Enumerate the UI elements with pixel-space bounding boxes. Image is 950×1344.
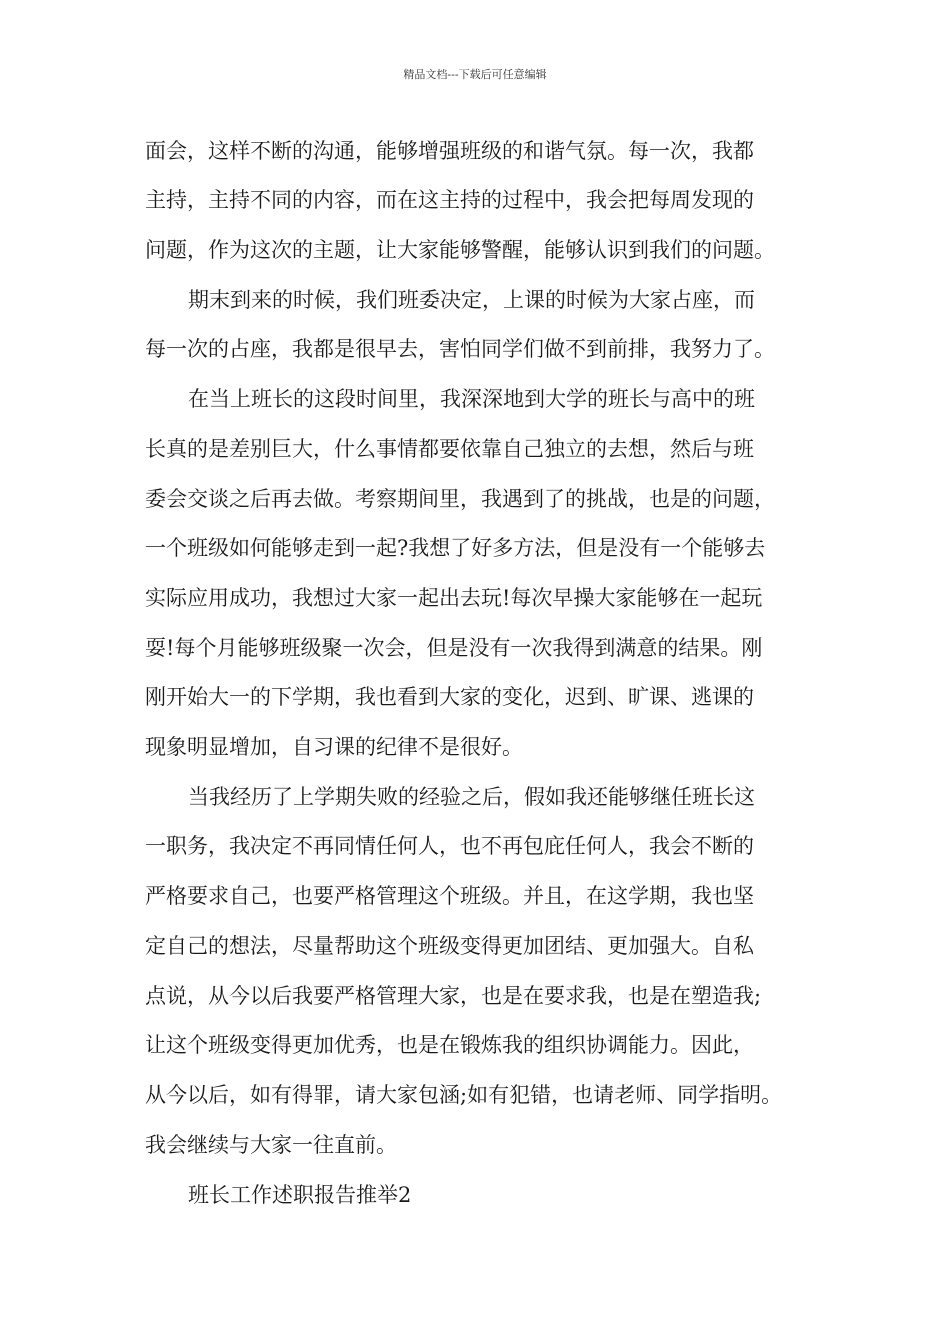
text-line: 主持，主持不同的内容，而在这主持的过程中，我会把每周发现的 xyxy=(145,188,754,212)
text-line: 一职务，我决定不再同情任何人，也不再包庇任何人，我会不断的 xyxy=(145,834,754,858)
paragraph-first-line: 在当上班长的这段时间里，我深深地到大学的班长与高中的班 xyxy=(188,387,755,411)
text-line: 定自己的想法，尽量帮助这个班级变得更加团结、更加强大。自私 xyxy=(145,934,754,958)
text-line: 一个班级如何能够走到一起?我想了好多方法，但是没有一个能够去 xyxy=(145,536,766,560)
text-line: 从今以后，如有得罪，请大家包涵;如有犯错，也请老师、同学指明。 xyxy=(145,1083,783,1107)
text-line: 刚开始大一的下学期，我也看到大家的变化，迟到、旷课、逃课的 xyxy=(145,685,754,709)
page-header: 精品文档---下载后可任意编辑 xyxy=(403,68,547,81)
text-line: 面会，这样不断的沟通，能够增强班级的和谐气氛。每一次，我都 xyxy=(145,139,754,163)
text-line: 我会继续与大家一往直前。 xyxy=(145,1133,397,1157)
text-line: 让这个班级变得更加优秀，也是在锻炼我的组织协调能力。因此， xyxy=(145,1033,754,1057)
paragraph-first-line: 当我经历了上学期失败的经验之后，假如我还能够继任班长这 xyxy=(188,785,755,809)
text-line: 实际应用成功，我想过大家一起出去玩!每次早操大家能够在一起玩 xyxy=(145,586,763,610)
text-line: 耍!每个月能够班级聚一次会，但是没有一次我得到满意的结果。刚 xyxy=(145,636,763,660)
paragraph-first-line: 期末到来的时候，我们班委决定，上课的时候为大家占座，而 xyxy=(188,288,755,312)
text-line: 问题，作为这次的主题，让大家能够警醒，能够认识到我们的问题。 xyxy=(145,238,775,262)
text-line: 点说，从今以后我要严格管理大家，也是在要求我，也是在塑造我; xyxy=(145,984,762,1008)
text-line: 严格要求自己，也要严格管理这个班级。并且，在这学期，我也坚 xyxy=(145,884,754,908)
text-line: 委会交谈之后再去做。考察期间里，我遇到了的挑战，也是的问题， xyxy=(145,487,775,511)
section-title: 班长工作述职报告推举2 xyxy=(188,1183,412,1207)
text-line: 现象明显增加，自习课的纪律不是很好。 xyxy=(145,735,523,759)
text-line: 每一次的占座，我都是很早去，害怕同学们做不到前排，我努力了。 xyxy=(145,337,775,361)
text-line: 长真的是差别巨大，什么事情都要依靠自己独立的去想，然后与班 xyxy=(145,437,754,461)
